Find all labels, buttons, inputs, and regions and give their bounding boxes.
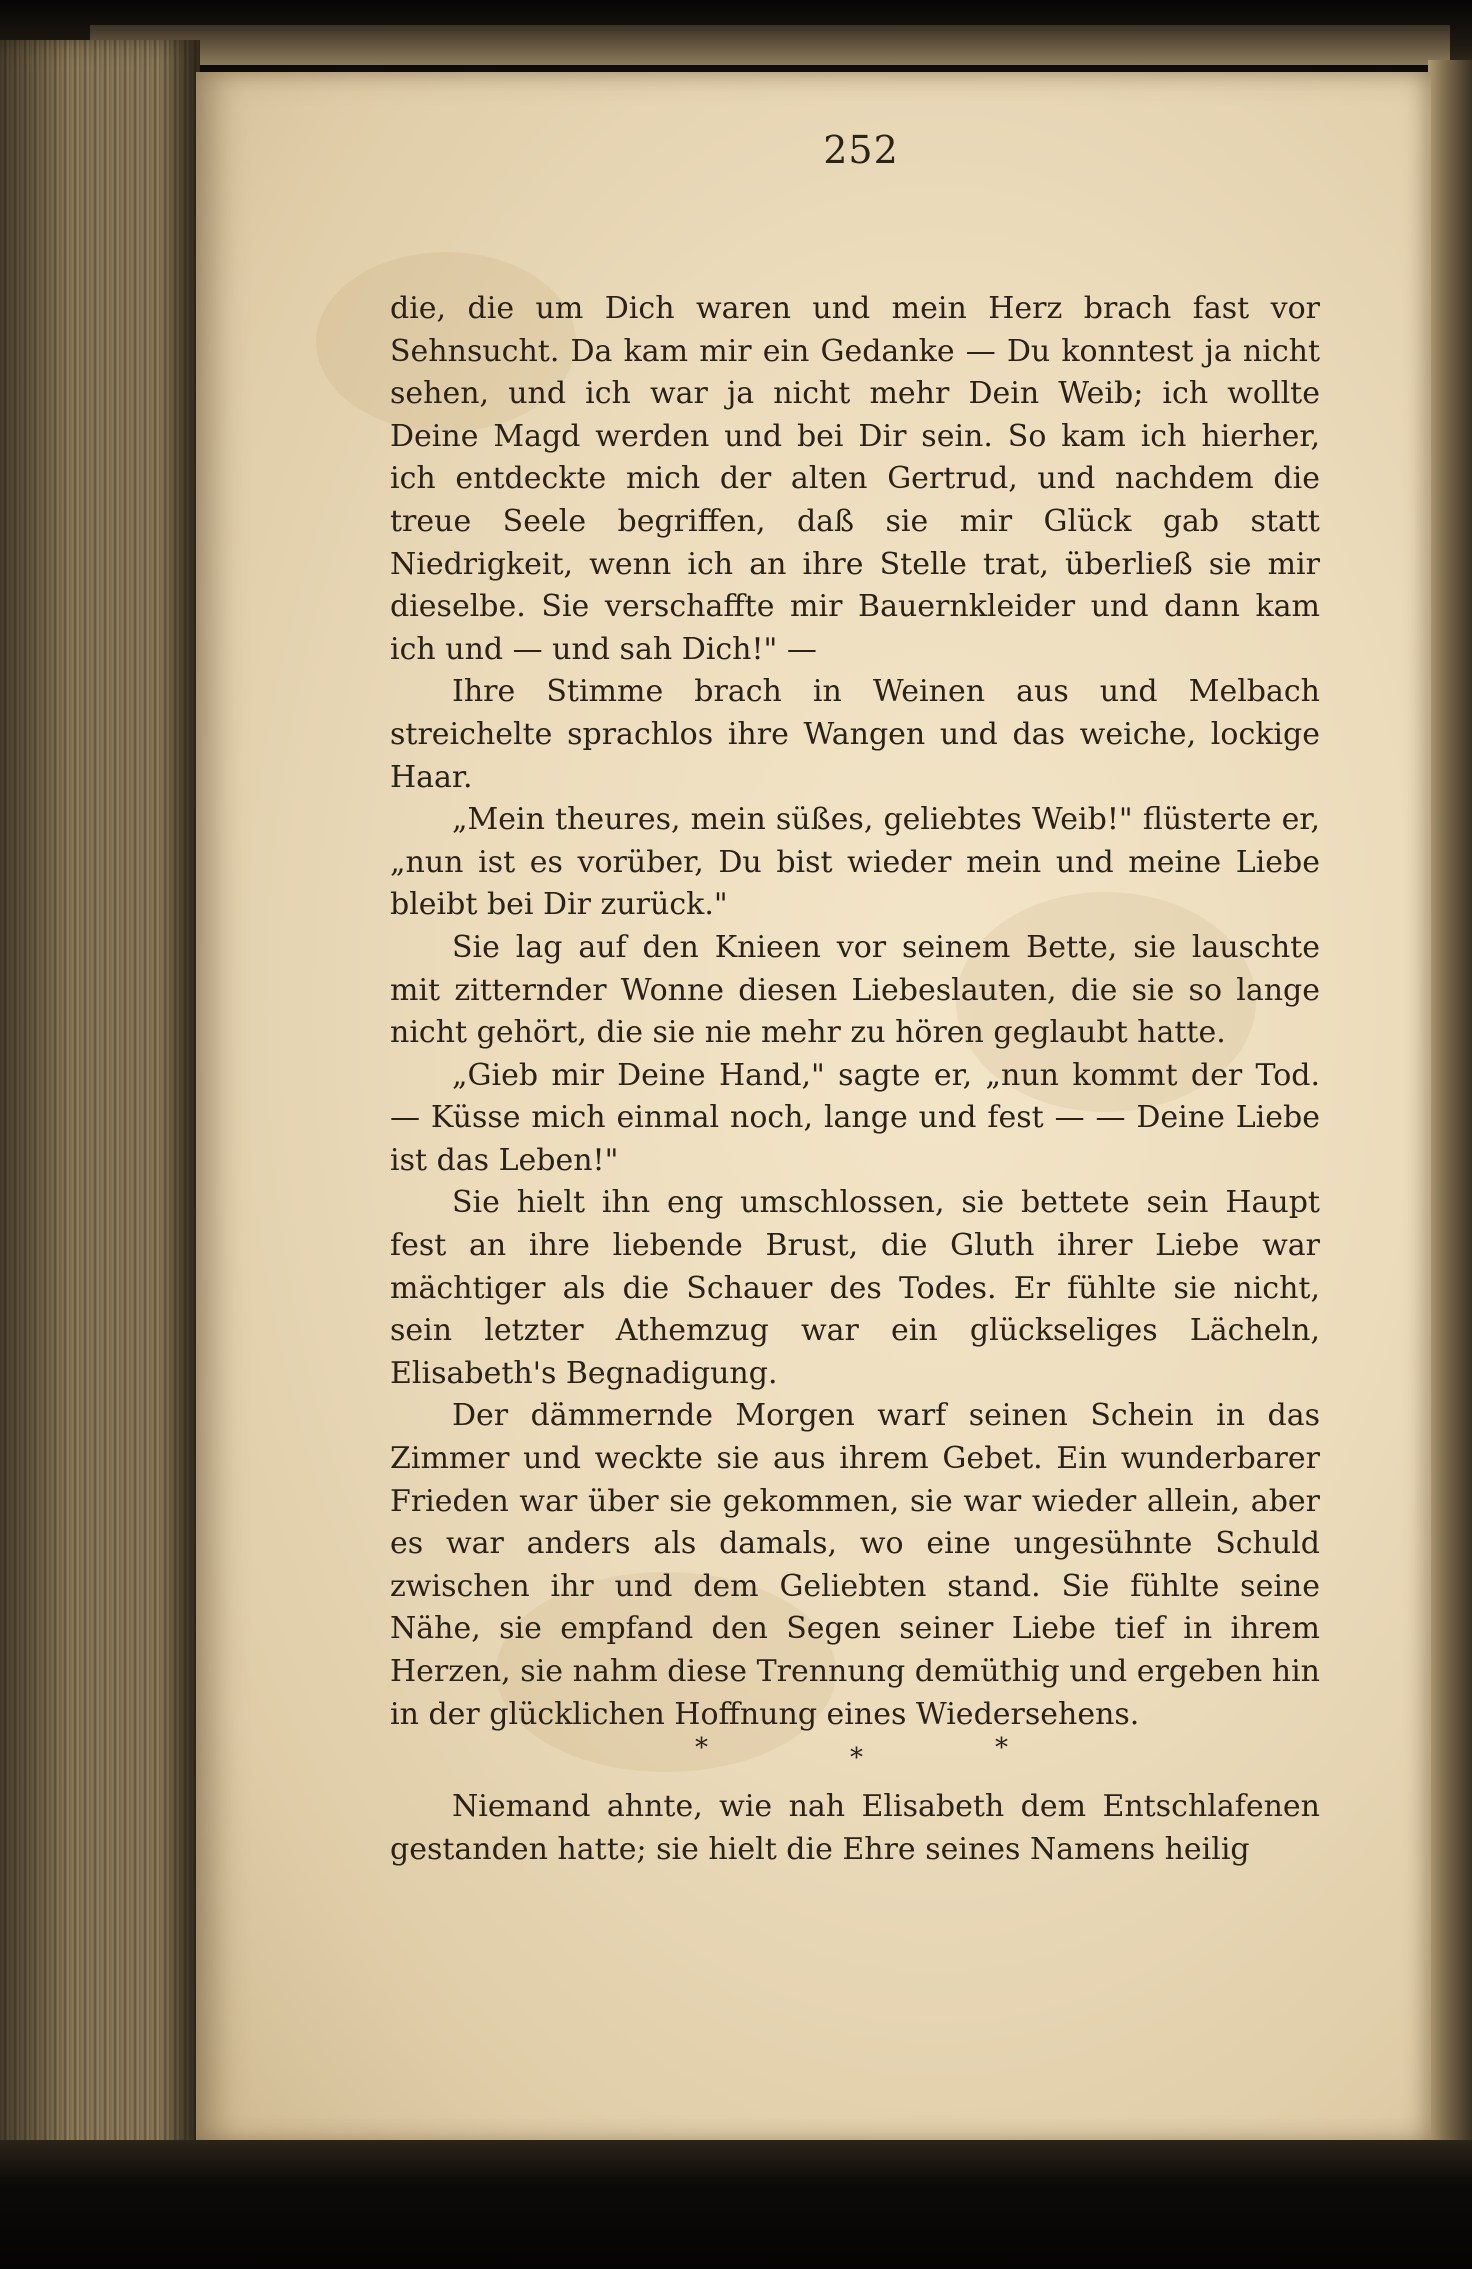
page-right-edge <box>1428 60 1472 2160</box>
paragraph: Ihre Stimme brach in Weinen aus und Melbach streichelte sprachlos ihre Wangen und das weiche, lockige Haar. <box>390 674 1320 795</box>
section-break-star: * <box>695 1733 708 1763</box>
paragraph: Der dämmernde Morgen warf seinen Schein in das Zimmer und weckte sie aus ihrem Gebet. Ein wunderbarer Frieden war über sie gekommen, sie war wieder allein, aber es war anders als damals, wo eine ungesühnte Schuld zwischen ihr und dem Geliebten stand. Sie fühlte seine Nähe, sie empfand den Segen seiner Liebe tief in ihrem Herzen, sie nahm diese Trennung demüthig und ergeben hin in der glücklichen Hoffnung eines Wiedersehens. <box>390 1398 1320 1732</box>
section-break-star: * <box>850 1743 863 1773</box>
page-number: 252 <box>823 128 899 172</box>
paragraph: Sie lag auf den Knieen vor seinem Bette, sie lauschte mit zitternder Wonne diesen Liebeslauten, die sie so lange nicht gehört, die sie nie mehr zu hören geglaubt hatte. <box>390 929 1320 1051</box>
paragraph: Niemand ahnte, wie nah Elisabeth dem Entschlafenen gestanden hatte; sie hielt die Ehre seines Namens heilig <box>390 1789 1320 1867</box>
paragraph: „Gieb mir Deine Hand," sagte er, „nun kommt der Tod. — Küsse mich einmal noch, lange und fest — — Deine Liebe ist das Leben!" <box>390 1057 1320 1178</box>
page-stack-edges <box>0 40 200 2170</box>
section-break <box>650 1733 1070 1793</box>
body-text <box>390 288 1320 1736</box>
scan-background-bottom <box>0 2140 1472 2269</box>
paragraph: Sie hielt ihn eng umschlossen, sie bettete sein Haupt fest an ihre liebende Brust, die Gluth ihrer Liebe war mächtiger als die Schauer des Todes. Er fühlte sie nicht, sein letzter Athemzug war ein glückseliges Lächeln, Elisabeth's Begnadigung. <box>390 1185 1320 1391</box>
section-break-star: * <box>995 1733 1008 1763</box>
paragraph: die, die um Dich waren und mein Herz brach fast vor Sehnsucht. Da kam mir ein Gedanke — Du konntest ja nicht sehen, und ich war ja nicht mehr Dein Weib; ich wollte Deine Magd werden und bei Dir sein. So kam ich hierher, ich entdeckte mich der alten Gertrud, und nachdem die treue Seele begriffen, daß sie mir Glück gab statt Niedrigkeit, wenn ich an ihre Stelle trat, überließ sie mir dieselbe. Sie verschaffte mir Bauernkleider und dann kam ich und — und sah Dich!" — <box>390 291 1320 667</box>
book-cover-edge <box>90 25 1450 65</box>
closing-text <box>390 1786 1320 1871</box>
paragraph: „Mein theures, mein süßes, geliebtes Weib!" flüsterte er, „nun ist es vorüber, Du bist wieder mein und meine Liebe bleibt bei Dir zurück." <box>390 802 1320 923</box>
